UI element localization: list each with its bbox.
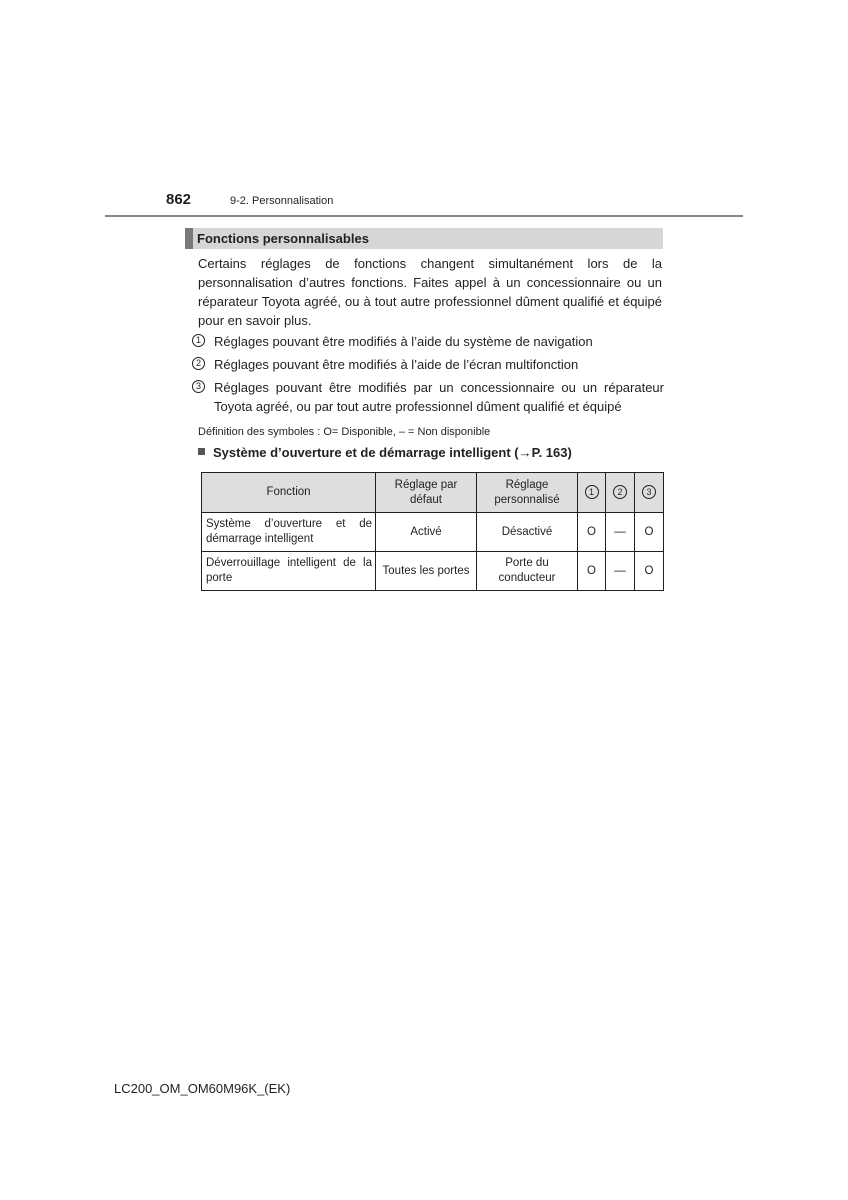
header-rule bbox=[105, 215, 743, 217]
cell-method-3: O bbox=[635, 513, 664, 552]
circled-3-icon: 3 bbox=[192, 380, 205, 393]
subsection-title: Système d’ouverture et de démarrage intelligent (→P. 163) bbox=[213, 445, 572, 460]
header-method-1 bbox=[578, 473, 606, 513]
cell-function: Système d’ouverture et de démarrage intelligent bbox=[202, 513, 376, 552]
table-row bbox=[202, 513, 664, 552]
cell-method-2: — bbox=[606, 552, 635, 591]
section-title: Fonctions personnalisables bbox=[197, 231, 369, 246]
cell-method-1: O bbox=[578, 552, 606, 591]
circled-1-icon: 1 bbox=[585, 485, 599, 499]
subsection-heading bbox=[198, 445, 572, 460]
footer-manual-code: LC200_OM_OM60M96K_(EK) bbox=[114, 1081, 291, 1096]
circled-1-icon: 1 bbox=[192, 334, 205, 347]
header-custom: Réglage personnalisé bbox=[477, 473, 578, 513]
square-bullet-icon bbox=[198, 448, 205, 455]
symbols-definition: Définition des symboles : O= Disponible, – = Non disponible bbox=[198, 426, 491, 438]
settings-table bbox=[201, 472, 664, 591]
legend-text: Réglages pouvant être modifiés à l’aide du système de navigation bbox=[214, 334, 593, 349]
cell-method-2: — bbox=[606, 513, 635, 552]
header-method-3 bbox=[635, 473, 664, 513]
cell-custom: Désactivé bbox=[477, 513, 578, 552]
page-number: 862 bbox=[166, 191, 192, 208]
cell-default: Toutes les portes bbox=[376, 552, 477, 591]
header-function: Fonction bbox=[202, 473, 376, 513]
cell-custom: Porte du conducteur bbox=[477, 552, 578, 591]
section-reference: 9-2. Personnalisation bbox=[230, 195, 334, 207]
cell-default: Activé bbox=[376, 513, 477, 552]
table-row bbox=[202, 552, 664, 591]
cell-method-1: O bbox=[578, 513, 606, 552]
circled-3-icon: 3 bbox=[642, 485, 656, 499]
legend-text: Réglages pouvant être modifiés à l’aide de l’écran multifonction bbox=[214, 357, 579, 372]
legend-text: Réglages pouvant être modifiés par un concessionnaire ou un réparateur Toyota agréé, ou par tout autre professionnel dûment qualifié et équipé bbox=[214, 380, 664, 414]
header-method-2 bbox=[606, 473, 635, 513]
header-default: Réglage par défaut bbox=[376, 473, 477, 513]
cell-method-3: O bbox=[635, 552, 664, 591]
table-header-row bbox=[202, 473, 664, 513]
circled-2-icon: 2 bbox=[192, 357, 205, 370]
intro-paragraph: Certains réglages de fonctions changent simultanément lors de la personnalisation d’autres fonctions. Faites appel à un concessionnaire ou un réparateur Toyota agréé, ou à tout autre professionnel dûment qualifié et équipé pour en savoir plus. bbox=[198, 256, 662, 328]
cell-function: Déverrouillage intelligent de la porte bbox=[202, 552, 376, 591]
circled-2-icon: 2 bbox=[613, 485, 627, 499]
